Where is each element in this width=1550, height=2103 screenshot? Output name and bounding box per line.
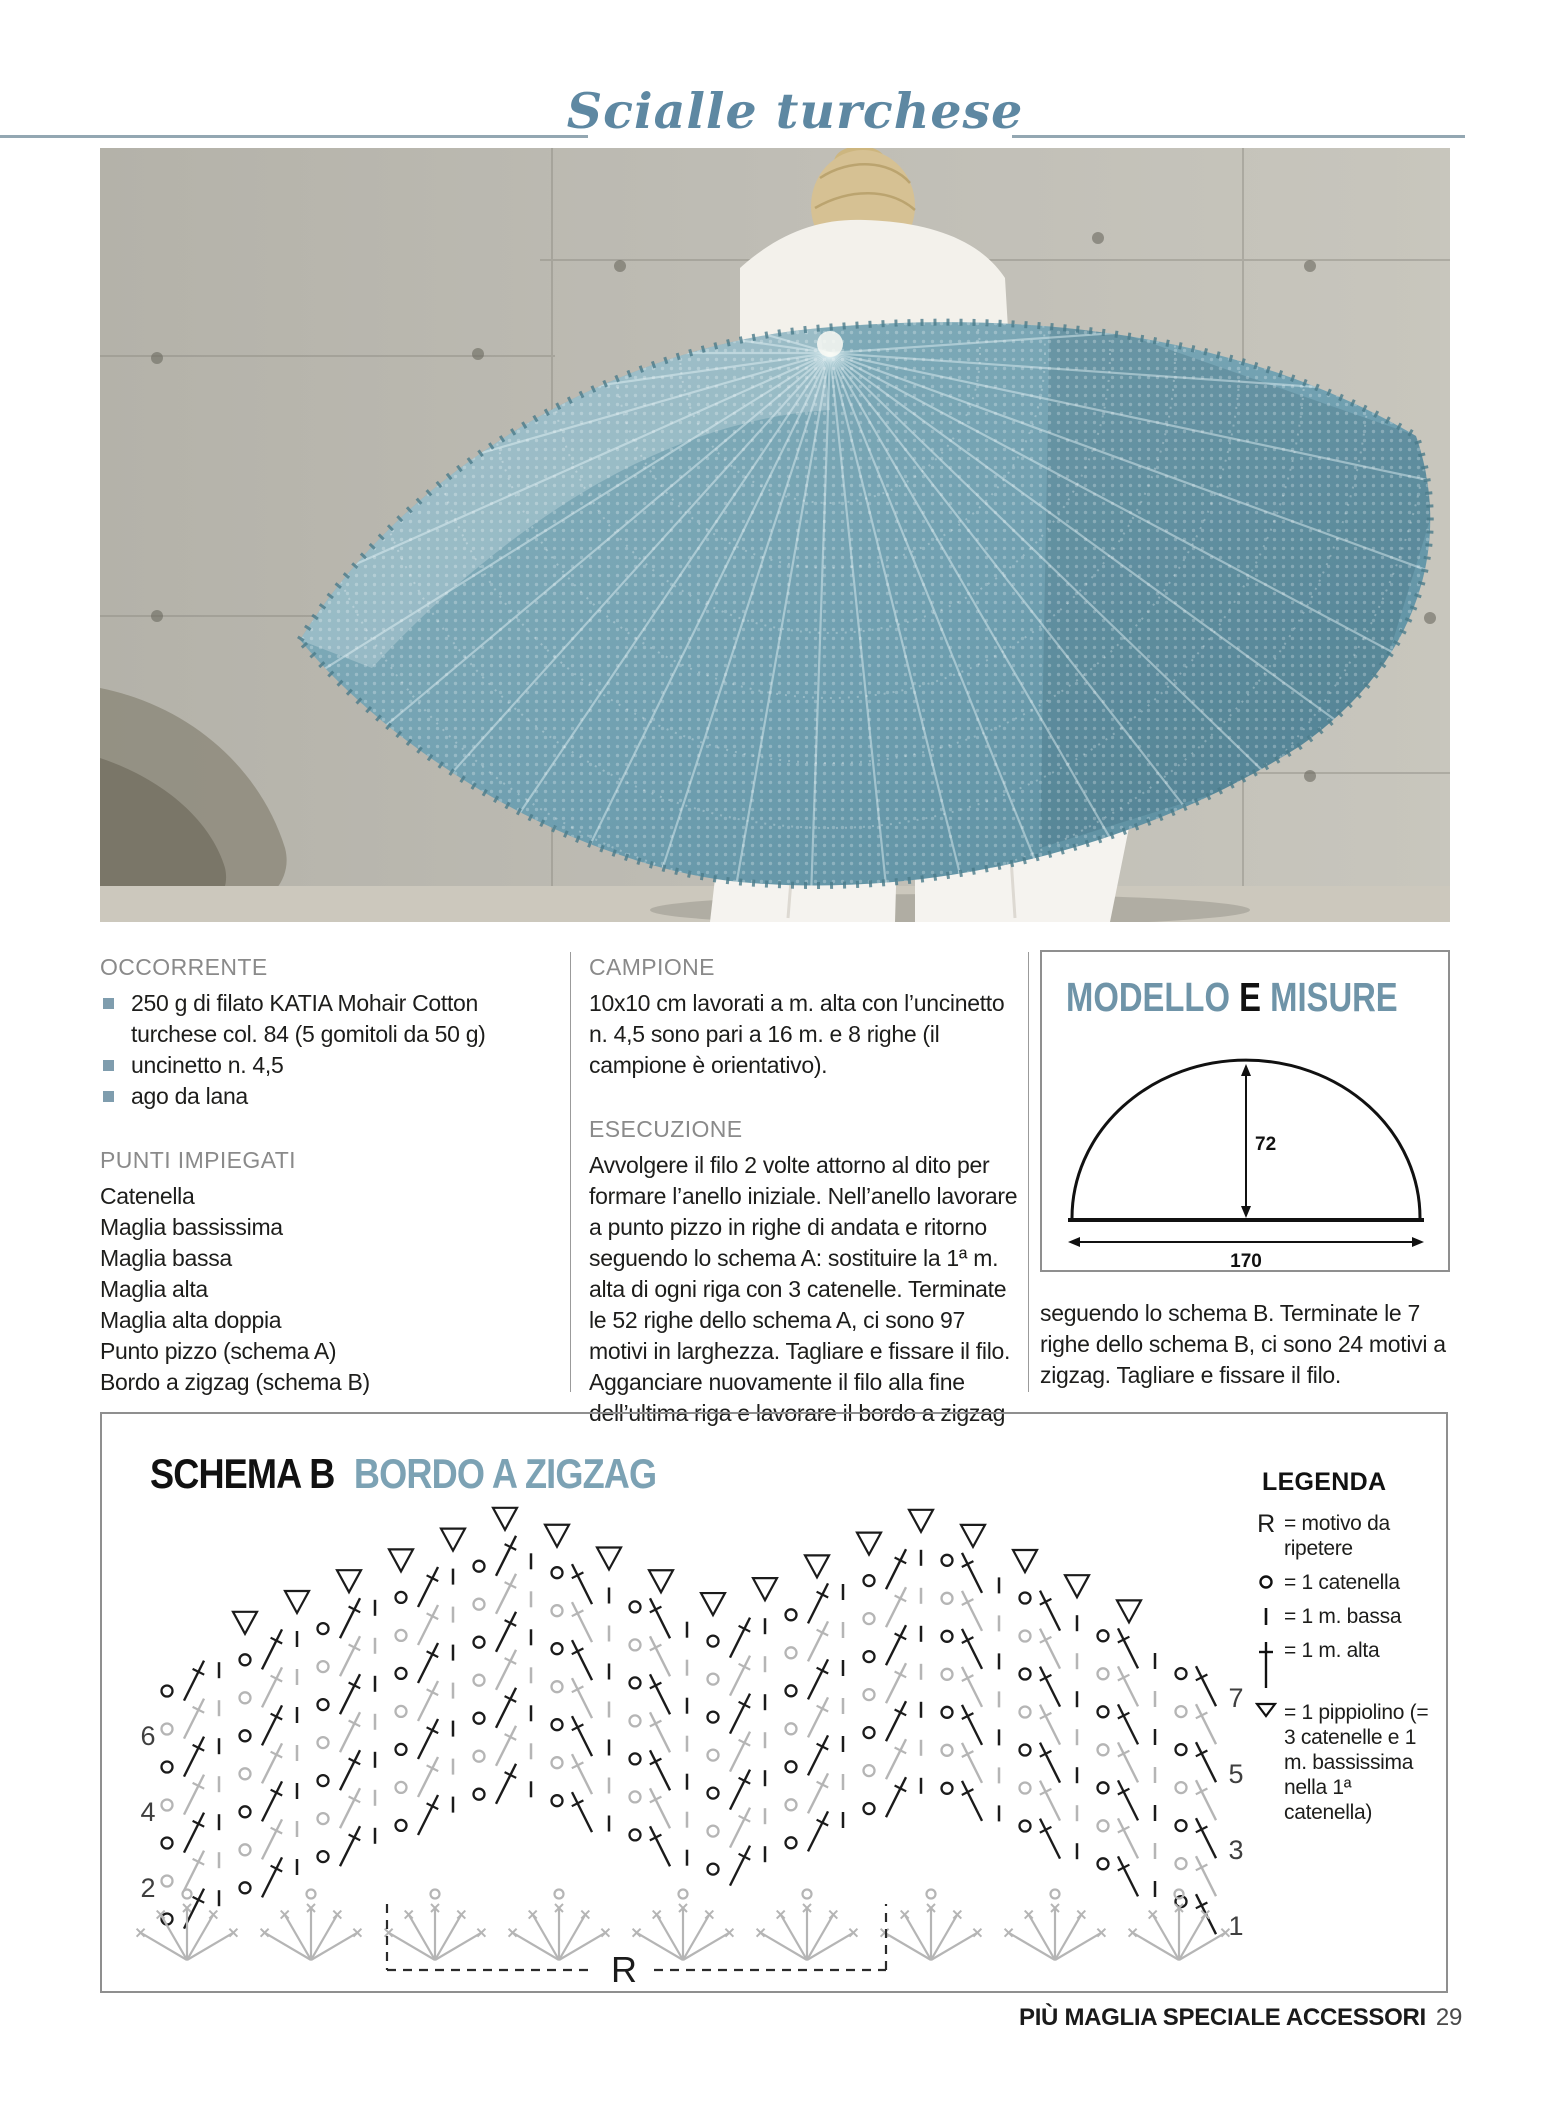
chart-legend xyxy=(1248,1468,1444,1834)
list-item: Maglia alta doppia xyxy=(100,1307,282,1333)
materials-column xyxy=(100,952,550,1398)
model-measures-box xyxy=(1040,950,1450,1272)
height-label: 72 xyxy=(1255,1134,1277,1155)
column-divider xyxy=(1028,952,1029,1392)
title-rule-left xyxy=(0,135,588,138)
arrowhead-down xyxy=(1241,1206,1251,1218)
model-title-part: MODELLO xyxy=(1066,974,1230,1020)
column-divider xyxy=(570,952,571,1392)
repeat-letter: R xyxy=(1257,1510,1275,1538)
legend-heading: LEGENDA xyxy=(1262,1468,1387,1496)
schema-title-accent: BORDO A ZIGZAG xyxy=(353,1450,657,1497)
svg-text:7: 7 xyxy=(1228,1683,1244,1713)
footer-text: PIÙ MAGLIA SPECIALE ACCESSORI xyxy=(1018,2004,1426,2031)
list-item: uncinetto n. 4,5 xyxy=(100,1050,550,1081)
page-number: 29 xyxy=(1435,2004,1462,2031)
schema-title xyxy=(150,1450,656,1498)
legend-item xyxy=(1248,1700,1444,1825)
execution-text: Avvolgere il filo 2 volte attorno al dito per formare l’anello iniziale. Nell’anello lavorare a punto pizzo in righe di andata e ritorno seguendo lo schema A: sostituire la 1ª m. alta di ogni riga con 3 catenelle. Terminate le 52 righe dello schema A, ci sono 97 motivi in larghezza. Tagliare e fissare il filo. Agganciare nuovamente il filo alla fine dell’ultima riga e lavorare il bordo a zigzag xyxy=(589,1152,1018,1426)
gauge-text: 10x10 cm lavorati a m. alta con l’uncinetto n. 4,5 sono pari a 16 m. e 8 righe (il campione è orientativo). xyxy=(589,990,1005,1078)
list-item: Catenella xyxy=(100,1183,195,1209)
legend-text: = 1 m. alta xyxy=(1284,1639,1380,1662)
list-item: Maglia bassa xyxy=(100,1245,232,1271)
legend-item xyxy=(1248,1604,1444,1629)
double-crochet-cross-icon xyxy=(1248,1638,1284,1691)
single-crochet-bar-icon xyxy=(1248,1604,1284,1627)
legend-item xyxy=(1248,1570,1444,1595)
legend-text: = 1 catenella xyxy=(1284,1571,1400,1594)
chain-circle-icon xyxy=(1248,1570,1284,1589)
shawl-measure-diagram xyxy=(1042,1020,1448,1270)
hands-holding-point xyxy=(817,331,843,357)
legend-text: = 1 m. bassa xyxy=(1284,1605,1402,1628)
page-title: Scialle turchese xyxy=(566,82,1024,140)
continuation-column xyxy=(1040,1298,1465,1391)
width-label: 170 xyxy=(1230,1251,1262,1270)
legend-text: = motivo da ripetere xyxy=(1284,1512,1390,1560)
page-footer xyxy=(1019,2004,1462,2032)
instructions-column xyxy=(589,952,1021,1429)
svg-text:1: 1 xyxy=(1228,1911,1244,1941)
gauge-heading: CAMPIONE xyxy=(589,954,715,980)
materials-list xyxy=(100,988,550,1112)
stitches-heading: PUNTI IMPIEGATI xyxy=(100,1147,296,1173)
stitches-list xyxy=(100,1181,550,1398)
list-item: Bordo a zigzag (schema B) xyxy=(100,1369,370,1395)
list-item: Maglia alta xyxy=(100,1276,208,1302)
schema-title-main: SCHEMA B xyxy=(150,1450,335,1497)
title-rule-right xyxy=(1012,135,1465,138)
svg-text:6: 6 xyxy=(140,1721,156,1751)
arrowhead-left xyxy=(1068,1237,1080,1247)
execution-heading: ESECUZIONE xyxy=(589,1116,743,1142)
continuation-text: seguendo lo schema B. Terminate le 7 righe dello schema B, ci sono 24 motivi a zigzag. Tagliare e fissare il filo. xyxy=(1040,1300,1446,1388)
svg-text:4: 4 xyxy=(140,1797,156,1827)
materials-heading: OCCORRENTE xyxy=(100,954,268,980)
legend-item xyxy=(1248,1638,1444,1691)
model-title-part: E xyxy=(1239,974,1261,1020)
model-title-part: MISURE xyxy=(1270,974,1398,1020)
svg-text:5: 5 xyxy=(1228,1759,1244,1789)
list-item: Punto pizzo (schema A) xyxy=(100,1338,337,1364)
arrowhead-right xyxy=(1412,1237,1424,1247)
model-box-title xyxy=(1066,974,1398,1021)
list-item: ago da lana xyxy=(100,1081,550,1112)
list-item: 250 g di filato KATIA Mohair Cotton turchese col. 84 (5 gomitoli da 50 g) xyxy=(100,988,550,1050)
legend-text: = 1 pippiolino (= 3 catenelle e 1 m. bassissima nella 1ª catenella) xyxy=(1284,1701,1429,1824)
picot-triangle-icon xyxy=(1248,1700,1284,1719)
schema-b-box xyxy=(100,1412,1448,1993)
shawl-photo-illustration xyxy=(100,148,1450,922)
svg-text:3: 3 xyxy=(1228,1835,1244,1865)
legend-item xyxy=(1248,1511,1444,1561)
svg-text:2: 2 xyxy=(140,1873,156,1903)
svg-text:R: R xyxy=(611,1949,637,1990)
arrowhead-up xyxy=(1241,1064,1251,1076)
crochet-chart xyxy=(102,1414,1446,1991)
shawl-photo xyxy=(100,148,1450,922)
list-item: Maglia bassissima xyxy=(100,1214,283,1240)
